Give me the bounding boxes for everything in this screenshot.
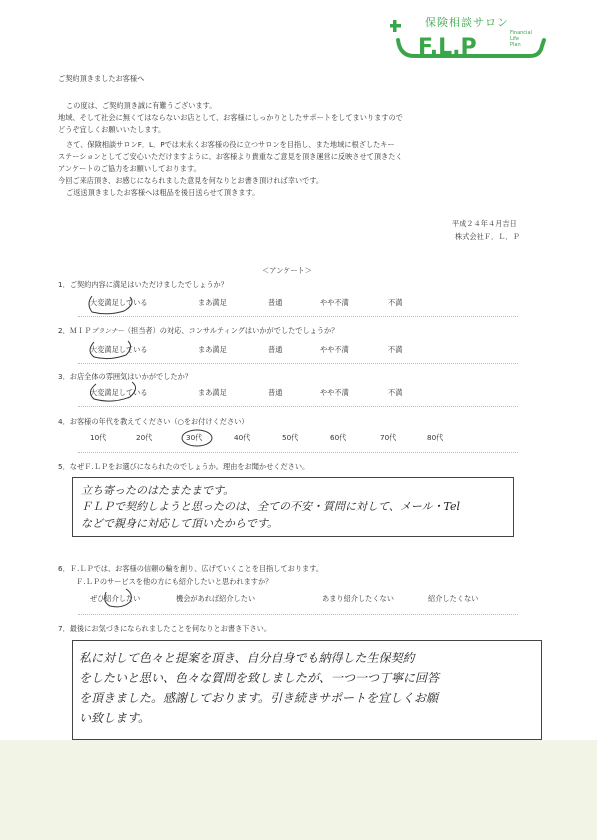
separator — [78, 614, 518, 615]
question-6-line-2: Ｆ.ＬＰのサービスを他の方にも紹介したいと思われますか？ — [76, 577, 273, 586]
letter-line: この度は、ご契約頂き誠に有難うございます。 — [66, 101, 217, 110]
referral-option-2[interactable]: 機会があれば紹介したい — [176, 594, 256, 603]
q2-option-5[interactable]: 不満 — [388, 345, 403, 354]
letter-line: どうぞ宜しくお願いいたします。 — [58, 125, 166, 134]
letter-line: ご返送頂きましたお客様へは粗品を後日送らせて頂きます。 — [66, 188, 260, 197]
flp-logo-name: F.L.P — [418, 35, 477, 60]
letter-date: 平成２４年４月吉日 — [452, 219, 517, 228]
q7-answer-line: い致します。 — [79, 711, 151, 725]
q5-answer-line: 立ち寄ったのはたまたまです。 — [81, 484, 235, 497]
q7-answer-box[interactable] — [72, 640, 542, 740]
question-1: 1．ご契約内容に満足はいただけましたでしょうか？ — [58, 280, 228, 289]
age-option-10s[interactable]: 10代 — [90, 433, 107, 442]
letter-line: さて、保険相談サロンF．L．Pでは末永くお客様の役に立つサロンを目指し、また地域に根ざしたキー — [66, 140, 395, 149]
page-background-band — [0, 740, 597, 840]
letter-company: 株式会社Ｆ．Ｌ．Ｐ — [455, 232, 520, 241]
separator — [78, 452, 518, 453]
letter-line: アンケートのご協力をお願いしております。 — [58, 164, 201, 173]
flp-logo — [390, 12, 550, 68]
q1-option-3[interactable]: 普通 — [268, 298, 283, 307]
survey-title: ＜アンケート＞ — [262, 266, 312, 275]
letter-line: 今回ご来店頂き、お感じになられました意見を何なりとお書き頂ければ幸いです。 — [58, 176, 324, 185]
q2-option-1[interactable]: 大変満足している — [90, 345, 148, 354]
q1-option-1[interactable]: 大変満足している — [90, 298, 148, 307]
age-option-40s[interactable]: 40代 — [234, 433, 251, 442]
q3-option-2[interactable]: まあ満足 — [198, 388, 227, 397]
q3-option-5[interactable]: 不満 — [388, 388, 403, 397]
q6-circle-mark — [100, 586, 136, 610]
age-option-20s[interactable]: 20代 — [136, 433, 153, 442]
question-6-line-1: 6．Ｆ.ＬＰでは、お客様の信頼の輪を創り、広げていくことを目指しております。 — [58, 564, 324, 573]
q3-option-3[interactable]: 普通 — [268, 388, 283, 397]
separator — [78, 316, 518, 317]
age-option-70s[interactable]: 70代 — [380, 433, 397, 442]
question-2: 2．ＭＩＰプランナー（担当者）の対応、コンサルティングはいかがでしたでしょうか？ — [58, 326, 339, 335]
q5-answer-line: ＦＬＰで契約しようと思ったのは、全ての不安・質問に対して、メール・Tel — [81, 500, 461, 513]
separator — [78, 363, 518, 364]
q3-option-1[interactable]: 大変満足している — [90, 388, 148, 397]
q7-answer-line: を頂きました。感謝しております。引き続きサポートを宜しくお願 — [79, 691, 439, 705]
referral-option-3[interactable]: あまり紹介したくない — [322, 594, 394, 603]
age-option-60s[interactable]: 60代 — [330, 433, 347, 442]
age-option-50s[interactable]: 50代 — [282, 433, 299, 442]
flp-logo-title: 保険相談サロン — [425, 16, 509, 29]
flp-logo-subtitle: Financial Life Plan — [510, 30, 532, 48]
letter-line: 地域、そして社会に無くてはならないお店として、お客様にしっかりとしたサポートをしてまいりますので — [58, 113, 403, 122]
q1-option-2[interactable]: まあ満足 — [198, 298, 227, 307]
q2-circle-mark — [84, 337, 140, 361]
question-4: 4．お客様の年代を教えてください（○をお付けください） — [58, 417, 249, 426]
referral-option-1[interactable]: ぜひ紹介したい — [90, 594, 141, 603]
question-7: 7．最後にお気づきになられましたことを何なりとお書き下さい。 — [58, 624, 272, 633]
q1-circle-mark — [84, 292, 140, 316]
q7-answer-line: をしたいと思い、色々な質問を致しましたが、一つ一つ丁寧に回答 — [79, 671, 440, 685]
question-3: 3．お店全体の雰囲気はいかがでしたか？ — [58, 372, 192, 381]
q2-handwritten-planner: プランナー — [91, 327, 124, 335]
q2-option-4[interactable]: やや不満 — [320, 345, 349, 354]
greeting: ご契約頂きましたお客様へ — [58, 74, 145, 83]
q3-circle-mark — [84, 378, 144, 404]
letter-line: ステーションとしてご安心いただけますように、お客様より貴重なご意見を頂き運営に反映させて頂きたく — [58, 152, 403, 161]
question-5: 5．なぜＦ.ＬＰをお選びになられたのでしょうか。理由をお聞かせください。 — [58, 462, 310, 471]
q4-circle-mark — [180, 427, 214, 449]
q3-option-4[interactable]: やや不満 — [320, 388, 349, 397]
separator — [78, 406, 518, 407]
q2-option-3[interactable]: 普通 — [268, 345, 283, 354]
referral-option-4[interactable]: 紹介したくない — [428, 594, 479, 603]
age-option-30s[interactable]: 30代 — [186, 433, 203, 442]
q5-answer-line: などで親身に対応して頂いたからです。 — [81, 517, 279, 530]
q1-option-5[interactable]: 不満 — [388, 298, 403, 307]
q5-answer-box[interactable] — [72, 477, 514, 537]
q1-option-4[interactable]: やや不満 — [320, 298, 349, 307]
age-option-80s[interactable]: 80代 — [427, 433, 444, 442]
q7-answer-line: 私に対して色々と提案を頂き、自分自身でも納得した生保契約 — [79, 651, 415, 665]
q2-option-2[interactable]: まあ満足 — [198, 345, 227, 354]
